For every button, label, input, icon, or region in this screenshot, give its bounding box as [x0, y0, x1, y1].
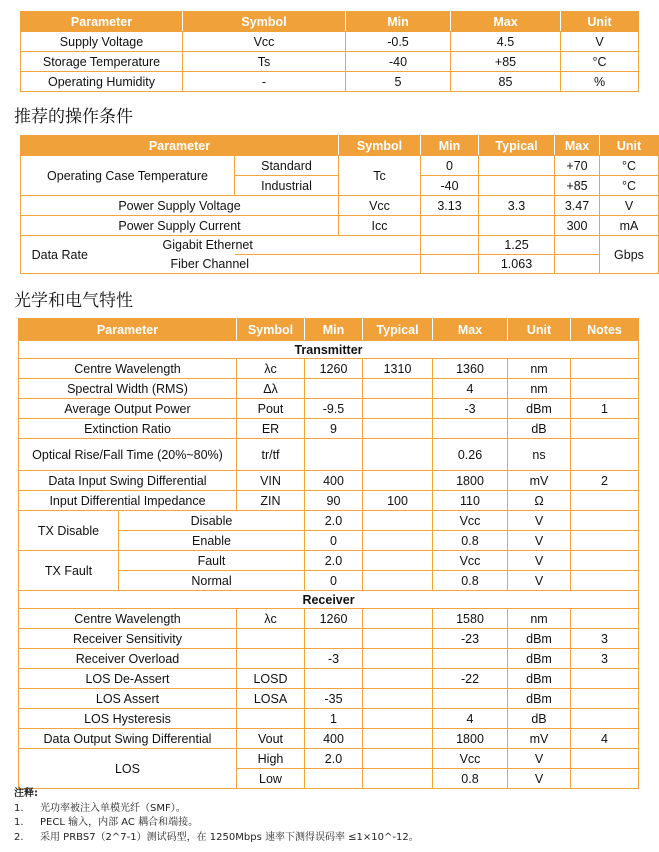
cell: 1580 — [433, 609, 508, 629]
table-row — [19, 439, 639, 471]
cell: LOSD — [237, 669, 305, 689]
cell: LOS De-Assert — [19, 669, 237, 689]
cell: dBm — [508, 399, 571, 419]
cell: dBm — [508, 649, 571, 669]
note-number: 1. — [14, 817, 24, 828]
cell — [305, 629, 363, 649]
cell: +85 — [555, 176, 600, 196]
cell — [363, 629, 433, 649]
cell — [571, 749, 639, 769]
cell: 2.0 — [305, 511, 363, 531]
cell: -40 — [421, 176, 479, 196]
cell: 300 — [555, 216, 600, 236]
cell — [305, 379, 363, 399]
cell: V — [508, 531, 571, 551]
cell: -23 — [433, 629, 508, 649]
cell: 0.8 — [433, 531, 508, 551]
cell: Icc — [339, 216, 421, 236]
note-number: 2. — [14, 831, 24, 843]
cell: Operating Humidity — [21, 72, 183, 92]
cell: 1.25 — [479, 236, 555, 255]
header-cell: Symbol — [237, 319, 305, 341]
cell: Vout — [237, 729, 305, 749]
cell: dBm — [508, 629, 571, 649]
note-item — [14, 802, 419, 817]
cell — [363, 669, 433, 689]
header-cell: Unit — [561, 12, 639, 32]
cell: ns — [508, 439, 571, 471]
cell: 0 — [421, 156, 479, 176]
cell: 2 — [571, 471, 639, 491]
cell: 90 — [305, 491, 363, 511]
cell: VIN — [237, 471, 305, 491]
table-row — [19, 399, 639, 419]
cell: dB — [508, 709, 571, 729]
cell: -9.5 — [305, 399, 363, 419]
cell: V — [508, 511, 571, 531]
cell — [479, 176, 555, 196]
cell: 3 — [571, 649, 639, 669]
cell: Data Rate — [21, 236, 235, 274]
cell — [363, 379, 433, 399]
table-row — [19, 749, 639, 769]
cell: 1310 — [363, 359, 433, 379]
cell: 1360 — [433, 359, 508, 379]
cell: Supply Voltage — [21, 32, 183, 52]
cell: Ω — [508, 491, 571, 511]
cell: 400 — [305, 471, 363, 491]
cell — [479, 216, 555, 236]
header-cell: Max — [555, 136, 600, 156]
header-cell: Parameter — [21, 136, 339, 156]
cell: Gigabit Ethernet — [235, 236, 421, 255]
header-cell: Typical — [479, 136, 555, 156]
cell: 4 — [433, 709, 508, 729]
table-row — [19, 689, 639, 709]
cell — [305, 769, 363, 789]
cell — [363, 531, 433, 551]
cell: 3 — [571, 629, 639, 649]
cell: Vcc — [433, 749, 508, 769]
cell — [571, 531, 639, 551]
cell: 1 — [571, 399, 639, 419]
cell: 110 — [433, 491, 508, 511]
cell: Fault — [119, 551, 305, 571]
cell: Power Supply Current — [21, 216, 339, 236]
cell: 1 — [305, 709, 363, 729]
cell — [237, 629, 305, 649]
cell: Storage Temperature — [21, 52, 183, 72]
table-row — [19, 609, 639, 629]
cell — [571, 609, 639, 629]
cell: ZIN — [237, 491, 305, 511]
cell: V — [508, 551, 571, 571]
cell: % — [561, 72, 639, 92]
cell: -22 — [433, 669, 508, 689]
table-row — [19, 511, 639, 531]
cell: Data Input Swing Differential — [19, 471, 237, 491]
cell: -3 — [305, 649, 363, 669]
cell: Disable — [119, 511, 305, 531]
cell: 0.8 — [433, 769, 508, 789]
cell: Input Differential Impedance — [19, 491, 237, 511]
cell: - — [183, 72, 346, 92]
absolute-max-table — [20, 11, 639, 92]
cell — [363, 649, 433, 669]
cell: 400 — [305, 729, 363, 749]
cell: λc — [237, 359, 305, 379]
cell: Optical Rise/Fall Time (20%~80%) — [19, 439, 237, 471]
cell: 5 — [346, 72, 451, 92]
note-number: 1. — [14, 802, 24, 814]
section-header: Receiver — [19, 591, 639, 609]
cell — [237, 709, 305, 729]
cell — [433, 649, 508, 669]
cell — [571, 379, 639, 399]
cell: +70 — [555, 156, 600, 176]
cell: 0 — [305, 531, 363, 551]
cell — [571, 769, 639, 789]
cell: 0.26 — [433, 439, 508, 471]
cell: Tc — [339, 156, 421, 196]
note-text: PECL 输入，内部 AC 耦合和端接。 — [40, 817, 199, 828]
note-item — [14, 831, 419, 846]
note-text: 采用 PRBS7（2^7-1）测试码型，在 1250Mbps 速率下测得误码率 ≤1×10^-12。 — [40, 831, 419, 843]
notes-section — [14, 787, 419, 845]
cell: mV — [508, 729, 571, 749]
cell: °C — [561, 52, 639, 72]
cell: Industrial — [235, 176, 339, 196]
recommended-conditions-table — [20, 135, 659, 274]
table-row — [19, 359, 639, 379]
header-cell: Max — [451, 12, 561, 32]
cell: Vcc — [339, 196, 421, 216]
cell — [363, 709, 433, 729]
section-row — [19, 341, 639, 359]
cell — [363, 571, 433, 591]
cell: V — [561, 32, 639, 52]
cell — [571, 551, 639, 571]
header-cell: Notes — [571, 319, 639, 341]
cell: mA — [600, 216, 659, 236]
cell — [363, 551, 433, 571]
cell: Vcc — [183, 32, 346, 52]
cell: 1800 — [433, 471, 508, 491]
optical-electrical-title: 光学和电气特性 — [14, 291, 133, 311]
cell: Data Output Swing Differential — [19, 729, 237, 749]
header-cell: Symbol — [183, 12, 346, 32]
note-item — [14, 816, 419, 831]
header-cell: Parameter — [21, 12, 183, 32]
optical-electrical-table — [18, 318, 639, 789]
cell — [421, 216, 479, 236]
cell: 2.0 — [305, 749, 363, 769]
cell: λc — [237, 609, 305, 629]
cell: V — [508, 769, 571, 789]
section-row — [19, 591, 639, 609]
cell — [571, 439, 639, 471]
cell: Standard — [235, 156, 339, 176]
cell — [363, 439, 433, 471]
cell: TX Fault — [19, 551, 119, 591]
cell — [363, 419, 433, 439]
cell: ER — [237, 419, 305, 439]
table-row — [19, 669, 639, 689]
header-cell: Min — [421, 136, 479, 156]
cell: °C — [600, 156, 659, 176]
cell: mV — [508, 471, 571, 491]
cell: °C — [600, 176, 659, 196]
cell: Vcc — [433, 511, 508, 531]
cell: nm — [508, 609, 571, 629]
cell: Average Output Power — [19, 399, 237, 419]
cell: V — [508, 571, 571, 591]
cell — [305, 439, 363, 471]
header-cell: Unit — [508, 319, 571, 341]
cell: 3.3 — [479, 196, 555, 216]
cell: 3.47 — [555, 196, 600, 216]
cell: nm — [508, 379, 571, 399]
cell: Gbps — [600, 236, 659, 274]
cell: nm — [508, 359, 571, 379]
cell — [571, 571, 639, 591]
cell — [237, 649, 305, 669]
cell — [571, 709, 639, 729]
cell — [363, 729, 433, 749]
recommended-conditions-title: 推荐的操作条件 — [14, 107, 133, 127]
cell: Fiber Channel — [235, 255, 421, 274]
cell: Operating Case Temperature — [21, 156, 235, 196]
cell: Ts — [183, 52, 346, 72]
header-cell: Min — [305, 319, 363, 341]
cell — [571, 669, 639, 689]
header-cell: Typical — [363, 319, 433, 341]
note-text: 光功率被注入单模光纤（SMF）。 — [40, 802, 186, 814]
cell: Receiver Sensitivity — [19, 629, 237, 649]
cell: 4.5 — [451, 32, 561, 52]
table-row — [21, 196, 659, 216]
section-header: Transmitter — [19, 341, 639, 359]
cell — [363, 399, 433, 419]
cell: 1800 — [433, 729, 508, 749]
cell: dB — [508, 419, 571, 439]
cell: -40 — [346, 52, 451, 72]
cell: Δλ — [237, 379, 305, 399]
header-cell: Unit — [600, 136, 659, 156]
table-row — [19, 551, 639, 571]
header-cell: Min — [346, 12, 451, 32]
cell — [305, 669, 363, 689]
cell: 9 — [305, 419, 363, 439]
cell: Enable — [119, 531, 305, 551]
cell — [571, 491, 639, 511]
table-header-row — [21, 12, 639, 32]
cell: -0.5 — [346, 32, 451, 52]
cell — [571, 359, 639, 379]
cell: Normal — [119, 571, 305, 591]
cell: 1260 — [305, 609, 363, 629]
cell: Centre Wavelength — [19, 359, 237, 379]
table-row — [19, 629, 639, 649]
cell — [433, 689, 508, 709]
cell: dBm — [508, 689, 571, 709]
table-row — [21, 156, 659, 176]
cell: -35 — [305, 689, 363, 709]
cell: +85 — [451, 52, 561, 72]
cell: LOSA — [237, 689, 305, 709]
cell: Extinction Ratio — [19, 419, 237, 439]
cell — [433, 419, 508, 439]
cell: -3 — [433, 399, 508, 419]
cell: LOS Hysteresis — [19, 709, 237, 729]
table-row — [19, 709, 639, 729]
table-row — [21, 32, 639, 52]
table-row — [21, 52, 639, 72]
cell: 100 — [363, 491, 433, 511]
cell: 85 — [451, 72, 561, 92]
cell: 1.063 — [479, 255, 555, 274]
cell: 4 — [571, 729, 639, 749]
table-row — [19, 729, 639, 749]
cell: Power Supply Voltage — [21, 196, 339, 216]
table-row — [19, 471, 639, 491]
cell: V — [600, 196, 659, 216]
header-cell: Parameter — [19, 319, 237, 341]
cell: tr/tf — [237, 439, 305, 471]
cell — [363, 749, 433, 769]
header-cell: Symbol — [339, 136, 421, 156]
cell: 0.8 — [433, 571, 508, 591]
cell — [363, 769, 433, 789]
cell — [421, 236, 479, 255]
table-header-row — [21, 136, 659, 156]
cell: 3.13 — [421, 196, 479, 216]
cell: LOS — [19, 749, 237, 789]
cell — [571, 689, 639, 709]
cell: High — [237, 749, 305, 769]
cell — [555, 255, 600, 274]
table-row — [21, 216, 659, 236]
cell — [363, 511, 433, 531]
cell: Centre Wavelength — [19, 609, 237, 629]
cell: LOS Assert — [19, 689, 237, 709]
cell: V — [508, 749, 571, 769]
cell — [363, 689, 433, 709]
cell — [555, 236, 600, 255]
table-row — [19, 419, 639, 439]
cell: dBm — [508, 669, 571, 689]
table-row — [21, 72, 639, 92]
cell: Pout — [237, 399, 305, 419]
cell — [421, 255, 479, 274]
cell — [363, 609, 433, 629]
cell: Spectral Width (RMS) — [19, 379, 237, 399]
table-row — [19, 379, 639, 399]
notes-title: 注释: — [14, 788, 38, 799]
cell: 0 — [305, 571, 363, 591]
cell — [363, 471, 433, 491]
header-cell: Max — [433, 319, 508, 341]
cell — [571, 511, 639, 531]
table-row — [21, 236, 659, 255]
table-row — [19, 491, 639, 511]
cell — [479, 156, 555, 176]
table-row — [19, 649, 639, 669]
cell: 1260 — [305, 359, 363, 379]
cell: TX Disable — [19, 511, 119, 551]
table-header-row — [19, 319, 639, 341]
cell: Vcc — [433, 551, 508, 571]
cell: Low — [237, 769, 305, 789]
cell: 4 — [433, 379, 508, 399]
cell: 2.0 — [305, 551, 363, 571]
cell: Receiver Overload — [19, 649, 237, 669]
cell — [571, 419, 639, 439]
